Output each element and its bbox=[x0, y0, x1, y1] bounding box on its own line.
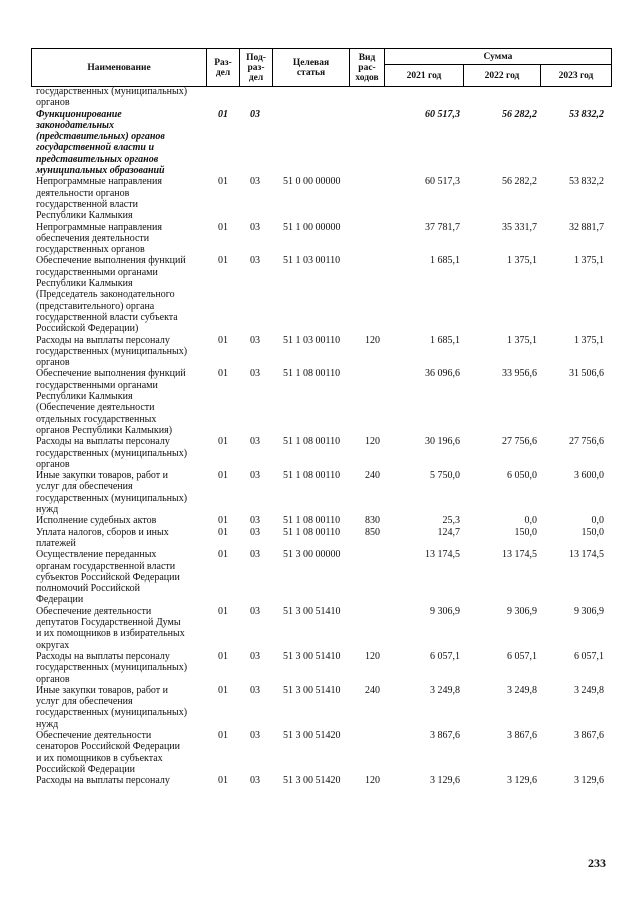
col-header-2022: 2022 год bbox=[464, 65, 541, 87]
row-podrazdel: 03 bbox=[250, 368, 260, 380]
row-sum-2022: 1 375,1 bbox=[507, 255, 537, 267]
row-vid: 120 bbox=[365, 436, 380, 448]
row-sum-2023: 6 057,1 bbox=[574, 650, 604, 662]
row-podrazdel: 03 bbox=[250, 221, 260, 233]
row-name: Уплата налогов, сборов и иных платежей bbox=[36, 526, 169, 549]
table-body bbox=[0, 86, 640, 786]
row-sum-2021: 60 517,3 bbox=[425, 176, 460, 188]
row-razdel: 01 bbox=[218, 108, 228, 120]
row-razdel: 01 bbox=[218, 549, 228, 561]
row-sum-2021: 36 096,6 bbox=[425, 368, 460, 380]
row-razdel: 01 bbox=[218, 775, 228, 787]
table-row bbox=[0, 651, 640, 685]
row-sum-2022: 9 306,9 bbox=[507, 605, 537, 617]
row-sum-2022: 3 129,6 bbox=[507, 775, 537, 787]
table-row bbox=[0, 685, 640, 730]
row-sum-2023: 1 375,1 bbox=[574, 255, 604, 267]
row-sum-2021: 3 129,6 bbox=[430, 775, 460, 787]
row-vid: 120 bbox=[365, 775, 380, 787]
row-tselevaya: 51 1 03 00110 bbox=[283, 334, 341, 346]
row-vid: 240 bbox=[365, 684, 380, 696]
row-vid: 850 bbox=[365, 526, 380, 538]
col-header-podrazdel: Под- раз- дел bbox=[240, 49, 273, 87]
table-row bbox=[0, 549, 640, 606]
row-sum-2023: 3 600,0 bbox=[574, 470, 604, 482]
row-sum-2022: 6 057,1 bbox=[507, 650, 537, 662]
row-sum-2022: 3 867,6 bbox=[507, 729, 537, 741]
row-sum-2022: 35 331,7 bbox=[502, 221, 537, 233]
row-tselevaya: 51 0 00 00000 bbox=[283, 176, 341, 188]
table-row bbox=[0, 436, 640, 470]
row-podrazdel: 03 bbox=[250, 650, 260, 662]
table-row bbox=[0, 515, 640, 526]
row-vid: 830 bbox=[365, 515, 380, 527]
row-sum-2022: 3 249,8 bbox=[507, 684, 537, 696]
row-tselevaya: 51 3 00 00000 bbox=[283, 549, 341, 561]
row-sum-2023: 32 881,7 bbox=[569, 221, 604, 233]
row-sum-2023: 3 129,6 bbox=[574, 775, 604, 787]
col-header-vid: Вид рас- ходов bbox=[350, 49, 385, 87]
table-row bbox=[0, 368, 640, 436]
row-sum-2021: 3 867,6 bbox=[430, 729, 460, 741]
row-razdel: 01 bbox=[218, 515, 228, 527]
row-name: Расходы на выплаты персоналу государственных (муниципальных) органов bbox=[36, 436, 188, 470]
row-podrazdel: 03 bbox=[250, 775, 260, 787]
col-header-name: Наименование bbox=[32, 49, 207, 87]
table-row bbox=[0, 527, 640, 550]
table-row bbox=[0, 109, 640, 177]
table-row bbox=[0, 176, 640, 221]
row-podrazdel: 03 bbox=[250, 684, 260, 696]
row-razdel: 01 bbox=[218, 729, 228, 741]
row-podrazdel: 03 bbox=[250, 526, 260, 538]
row-vid: 120 bbox=[365, 334, 380, 346]
row-sum-2022: 6 050,0 bbox=[507, 470, 537, 482]
row-sum-2023: 1 375,1 bbox=[574, 334, 604, 346]
row-name: Непрограммные направления обеспечения деятельности государственных органов bbox=[36, 221, 162, 256]
row-podrazdel: 03 bbox=[250, 470, 260, 482]
row-sum-2021: 1 685,1 bbox=[430, 334, 460, 346]
row-sum-2023: 9 306,9 bbox=[574, 605, 604, 617]
row-sum-2023: 53 832,2 bbox=[569, 108, 604, 120]
row-podrazdel: 03 bbox=[250, 334, 260, 346]
row-podrazdel: 03 bbox=[250, 605, 260, 617]
row-vid: 120 bbox=[365, 650, 380, 662]
row-tselevaya: 51 1 08 00110 bbox=[283, 515, 341, 527]
page-number: 233 bbox=[588, 856, 606, 870]
row-tselevaya: 51 3 00 51410 bbox=[283, 684, 341, 696]
table-row bbox=[0, 775, 640, 786]
table-row bbox=[0, 730, 640, 775]
row-sum-2023: 13 174,5 bbox=[569, 549, 604, 561]
row-razdel: 01 bbox=[218, 436, 228, 448]
row-sum-2021: 3 249,8 bbox=[430, 684, 460, 696]
row-name: государственных (муниципальных) органов bbox=[36, 86, 188, 109]
row-name: Непрограммные направления деятельности органов государственной власти Республики Калмыкия bbox=[36, 176, 162, 222]
row-sum-2022: 27 756,6 bbox=[502, 436, 537, 448]
row-sum-2022: 56 282,2 bbox=[502, 176, 537, 188]
row-vid: 240 bbox=[365, 470, 380, 482]
row-podrazdel: 03 bbox=[250, 549, 260, 561]
row-name: Расходы на выплаты персоналу государственных (муниципальных) органов bbox=[36, 650, 188, 685]
row-tselevaya: 51 1 08 00110 bbox=[283, 436, 341, 448]
row-sum-2023: 0,0 bbox=[591, 515, 604, 527]
row-sum-2023: 3 867,6 bbox=[574, 729, 604, 741]
row-razdel: 01 bbox=[218, 334, 228, 346]
row-sum-2022: 33 956,6 bbox=[502, 368, 537, 380]
row-tselevaya: 51 1 08 00110 bbox=[283, 470, 341, 482]
row-razdel: 01 bbox=[218, 684, 228, 696]
col-header-2023: 2023 год bbox=[541, 65, 612, 87]
row-tselevaya: 51 3 00 51420 bbox=[283, 729, 341, 741]
row-razdel: 01 bbox=[218, 368, 228, 380]
row-sum-2021: 30 196,6 bbox=[425, 436, 460, 448]
table-row bbox=[0, 86, 640, 109]
table-row bbox=[0, 335, 640, 369]
row-razdel: 01 bbox=[218, 605, 228, 617]
row-sum-2021: 13 174,5 bbox=[425, 549, 460, 561]
col-header-razdel: Раз- дел bbox=[207, 49, 240, 87]
row-podrazdel: 03 bbox=[250, 729, 260, 741]
row-sum-2022: 13 174,5 bbox=[502, 549, 537, 561]
row-sum-2023: 53 832,2 bbox=[569, 176, 604, 188]
row-name: Исполнение судебных актов bbox=[36, 515, 157, 527]
table-row bbox=[0, 222, 640, 256]
row-sum-2021: 60 517,3 bbox=[425, 108, 460, 120]
row-sum-2022: 150,0 bbox=[514, 526, 537, 538]
row-name: Обеспечение деятельности депутатов Государственной Думы и их помощников в избирательных округах bbox=[36, 605, 185, 651]
row-razdel: 01 bbox=[218, 526, 228, 538]
row-sum-2021: 37 781,7 bbox=[425, 221, 460, 233]
row-tselevaya: 51 1 08 00110 bbox=[283, 526, 341, 538]
row-tselevaya: 51 1 00 00000 bbox=[283, 221, 341, 233]
row-sum-2023: 150,0 bbox=[581, 526, 604, 538]
row-name: Обеспечение деятельности сенаторов Российской Федерации и их помощников в субъектах Российской Федерации bbox=[36, 729, 180, 775]
row-razdel: 01 bbox=[218, 221, 228, 233]
row-sum-2021: 124,7 bbox=[437, 526, 460, 538]
row-name: Расходы на выплаты персоналу государственных (муниципальных) органов bbox=[36, 334, 188, 369]
row-sum-2021: 25,3 bbox=[442, 515, 460, 527]
row-sum-2022: 1 375,1 bbox=[507, 334, 537, 346]
row-podrazdel: 03 bbox=[250, 176, 260, 188]
row-tselevaya: 51 3 00 51420 bbox=[283, 775, 341, 787]
row-name: Функционирование законодательных (представительных) органов государственной власти и представительных органов муниципальных образований bbox=[36, 108, 165, 177]
row-tselevaya: 51 1 08 00110 bbox=[283, 368, 341, 380]
row-sum-2021: 5 750,0 bbox=[430, 470, 460, 482]
row-podrazdel: 03 bbox=[250, 515, 260, 527]
row-tselevaya: 51 3 00 51410 bbox=[283, 605, 341, 617]
table-row bbox=[0, 470, 640, 515]
row-sum-2023: 27 756,6 bbox=[569, 436, 604, 448]
row-name: Иные закупки товаров, работ и услуг для обеспечения государственных (муниципальных) нужд bbox=[36, 470, 188, 516]
table-row bbox=[0, 606, 640, 651]
col-header-2021: 2021 год bbox=[385, 65, 464, 87]
row-sum-2021: 6 057,1 bbox=[430, 650, 460, 662]
table-header bbox=[31, 48, 612, 87]
col-header-summa: Сумма bbox=[385, 49, 612, 65]
row-tselevaya: 51 3 00 51410 bbox=[283, 650, 341, 662]
table-row bbox=[0, 255, 640, 334]
row-razdel: 01 bbox=[218, 255, 228, 267]
row-razdel: 01 bbox=[218, 650, 228, 662]
row-name: Обеспечение выполнения функций государственными органами Республики Калмыкия (Председатель законодательного (представительного) органа государственной власти субъекта Российской Федерации) bbox=[36, 255, 186, 335]
row-sum-2022: 0,0 bbox=[524, 515, 537, 527]
row-sum-2023: 3 249,8 bbox=[574, 684, 604, 696]
row-name: Иные закупки товаров, работ и услуг для обеспечения государственных (муниципальных) нужд bbox=[36, 684, 188, 730]
row-razdel: 01 bbox=[218, 176, 228, 188]
row-podrazdel: 03 bbox=[250, 255, 260, 267]
row-name: Расходы на выплаты персоналу bbox=[36, 775, 170, 787]
row-sum-2021: 9 306,9 bbox=[430, 605, 460, 617]
row-sum-2023: 31 506,6 bbox=[569, 368, 604, 380]
row-name: Обеспечение выполнения функций государственными органами Республики Калмыкия (Обеспечение деятельности отдельных государственных органов Республики Калмыкия) bbox=[36, 368, 186, 436]
row-tselevaya: 51 1 03 00110 bbox=[283, 255, 341, 267]
row-sum-2021: 1 685,1 bbox=[430, 255, 460, 267]
row-razdel: 01 bbox=[218, 470, 228, 482]
row-podrazdel: 03 bbox=[250, 436, 260, 448]
row-podrazdel: 03 bbox=[250, 108, 260, 120]
row-sum-2022: 56 282,2 bbox=[502, 108, 537, 120]
row-name: Осуществление переданных органам государственной власти субъектов Российской Федерации полномочий Российской Федерации bbox=[36, 549, 180, 606]
col-header-tselevaya: Целевая статья bbox=[273, 49, 350, 87]
